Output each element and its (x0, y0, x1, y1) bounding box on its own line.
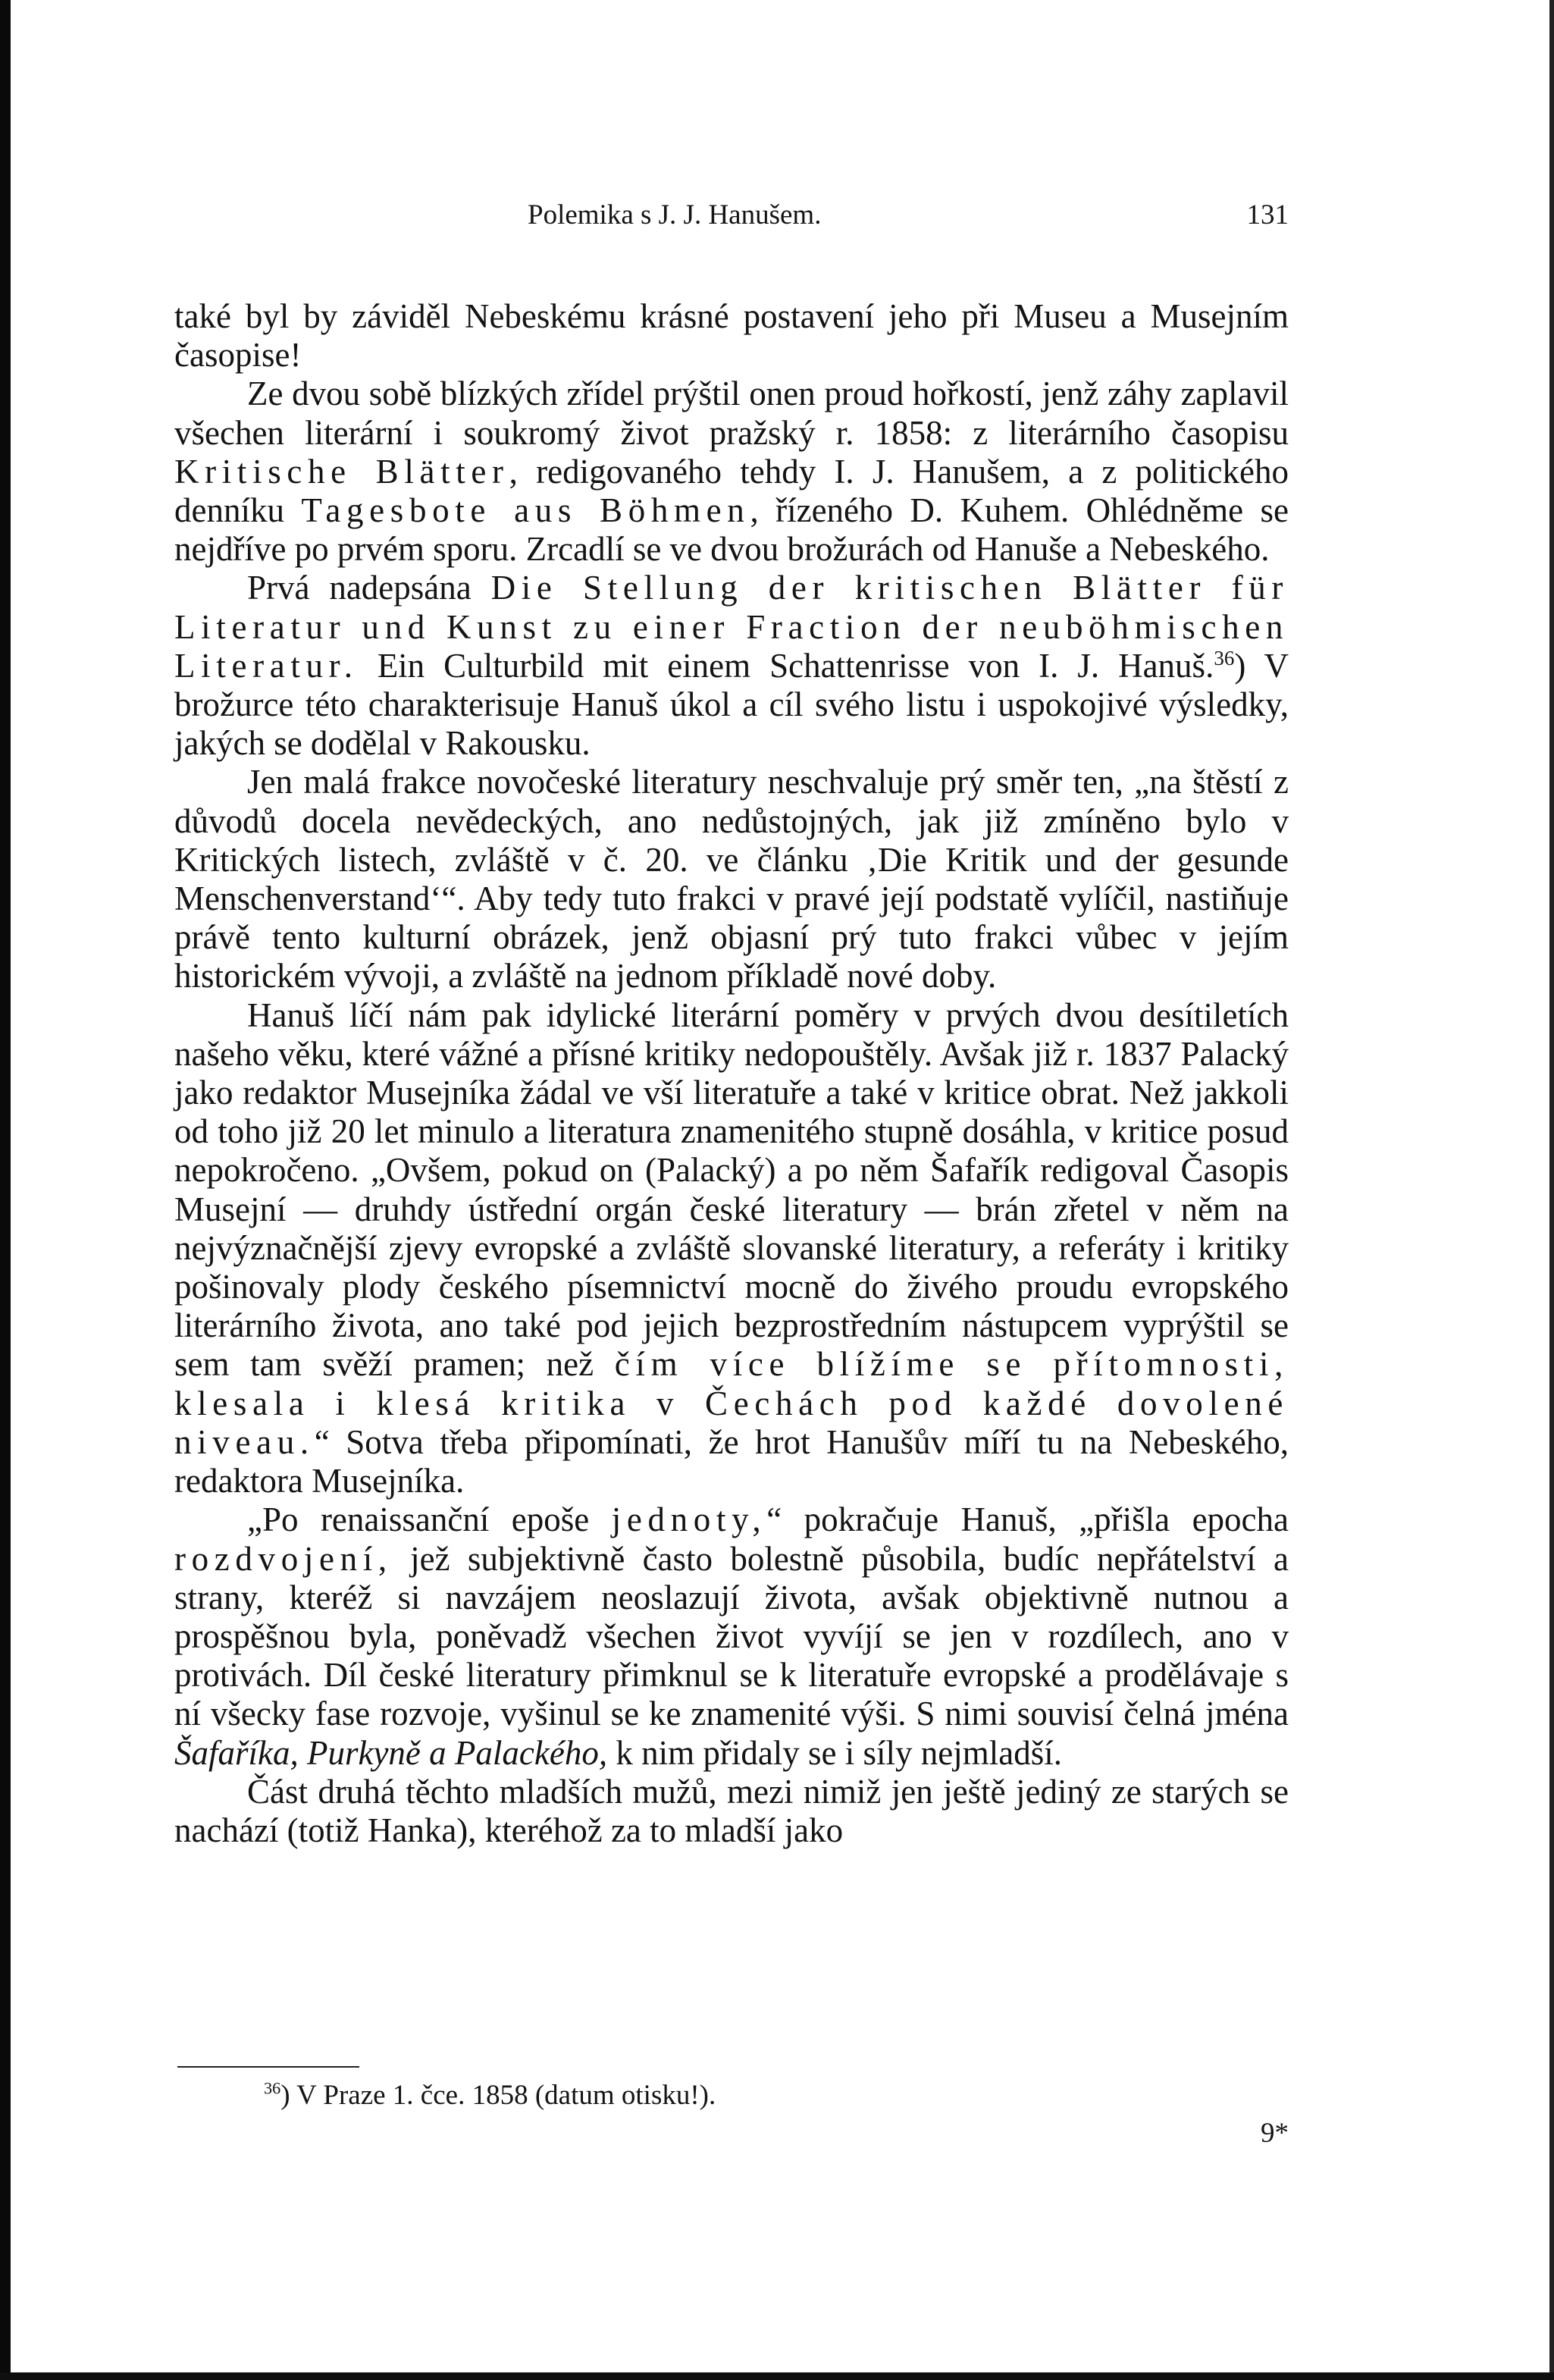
journal-title-kritische-blaetter: Kritische Blätter (174, 452, 509, 491)
scan-edge-bottom (0, 2372, 1554, 2380)
paragraph-5 (174, 996, 1289, 1501)
paragraph-7 (174, 1773, 1289, 1850)
page-number: 131 (1246, 199, 1289, 230)
scan-edge-right (1549, 0, 1554, 2380)
body-text (174, 297, 1289, 1850)
paragraph-4 (174, 763, 1289, 996)
paragraph-6 (174, 1500, 1289, 1772)
paragraph-1-text: také byl by záviděl Nebeskému krásné postavení jeho při Museu a Musejním časopise! (174, 297, 1289, 375)
paragraph-6-text-3: jež subjektivně často bolestně působila, budíc nepřátelství a strany, kteréž si navzájem neoslazují života, avšak objektivně nutnou a prospěšnou byla, poněvadž všechen život vyvíjí se jen v rozdílech, ano v protivách. Díl české literatury přimknul se k literatuře evropské a prodělávaje s ní všecky fase rozvoje, vyšinul se ke znamenité výši. S nimi souvisí čelná jména (174, 1539, 1289, 1733)
paragraph-2-text: Ze dvou sobě blízkých zřídel prýštil onen proud hořkostí, jenž záhy zaplavil všechen literární i soukromý život pražský r. 1858: z literárního časopisu (174, 375, 1289, 452)
footnote-text: ) V Praze 1. čce. 1858 (datum otisku!). (280, 2080, 716, 2111)
paragraph-2-text-2: , redigovaného tehdy I. J. Hanušem, a z politického denníku (174, 452, 1289, 530)
brochure-title: Die Stellung der kritischen Blätter für Literatur und Kunst zu einer Fraction der neuböhmischen Literatur. (174, 569, 1289, 685)
paragraph-7-text: Část druhá těchto mladších mužů, mezi nimiž jen ještě jediný ze starých se nachází (totiž Hanka), kteréhož za to mladší jako (174, 1772, 1289, 1849)
italic-names: Šafaříka, Purkyně a Palackého, (174, 1733, 608, 1772)
emphasis-rozdvojeni: rozdvojení, (174, 1539, 393, 1578)
paragraph-5-text: Hanuš líčí nám pak idylické literární poměry v prvých dvou desítiletích našeho věku, které vážné a přísné kritiky nedopouštěly. Avšak již r. 1837 Palacký jako redaktor Musejníka žádal ve vší literatuře a také v kritice obrat. Než jakkoli od toho již 20 let minulo a literatura znamenitého stupně dosáhla, v kritice posud nepokročeno. „Ovšem, pokud on (Palacký) a po něm Šafařík redigoval Časopis Musejní — druhdy ústřední orgán české literatury — brán zřetel v něm na nejvýznačnější zjevy evropské a zvláště slovanské literatury, a referáty i kritiky pošinovaly plody českého písemnictví mocně do živého proudu evropského literárního života, ano také pod jejich bezprostředním nástupcem vyprýštil se sem tam svěží pramen; než (174, 996, 1289, 1384)
footnote-rule (177, 2066, 359, 2068)
paragraph-2 (174, 375, 1289, 569)
paragraph-6-text-2: “ pokračuje Hanuš, „přišla epocha (766, 1500, 1289, 1539)
paragraph-6-text: „Po renaissanční epoše (247, 1500, 612, 1539)
newspaper-title-tagesbote: Tagesbote aus Böhmen (301, 491, 750, 530)
paragraph-1 (174, 297, 1289, 375)
paragraph-3-text-2: Ein Culturbild mit einem Schattenrisse von I. J. Hanuš. (358, 646, 1214, 685)
scan-edge-left (0, 0, 11, 2380)
paragraph-5-text-2: “ Sotva třeba připomínati, že hrot Hanušův míří tu na Nebeského, redaktora Musejníka. (174, 1422, 1289, 1500)
emphasis-jednoty: jednoty, (611, 1500, 767, 1539)
paragraph-3-text-3: ) V brožurce této charakterisuje Hanuš úkol a cíl svého listu i uspokojivé výsledky, jakých se dodělal v Rakousku. (174, 646, 1289, 763)
paragraph-4-text: Jen malá frakce novočeské literatury neschvaluje prý směr ten, „na štěstí z důvodů docela nevědeckých, ano nedůstojných, jak již zmíněno bylo v Kritických listech, zvláště v č. 20. ve článku ‚Die Kritik und der gesunde Menschenverstand‘“. Aby tedy tuto frakci v pravé její podstatě vylíčil, nastiňuje právě tento kulturní obrázek, jenž objasní prý tuto frakci vůbec v jejím historickém vývoji, a zvláště na jednom příkladě nové doby. (174, 763, 1289, 996)
emphasized-quote: čím více blížíme se přítomnosti, klesala i klesá kritika v Čechách pod každé dovolené niveau. (174, 1345, 1289, 1461)
paragraph-2-text-3: , řízeného D. Kuhem. Ohlédněme se nejdříve po prvém sporu. Zrcadlí se ve dvou brožurách od Hanuše a Nebeského. (174, 491, 1289, 569)
paragraph-6-text-4: k nim přidaly se i síly nejmladší. (607, 1733, 1063, 1772)
running-head (174, 199, 1289, 237)
paragraph-3-text: Prvá nadepsána (247, 569, 491, 607)
paragraph-3 (174, 569, 1289, 763)
signature-mark: 9* (1261, 2118, 1289, 2149)
footnote (264, 2079, 716, 2112)
footnote-marker: 36 (264, 2078, 281, 2098)
running-title: Polemika s J. J. Hanušem. (528, 199, 822, 230)
footnote-reference: 36 (1214, 646, 1235, 669)
